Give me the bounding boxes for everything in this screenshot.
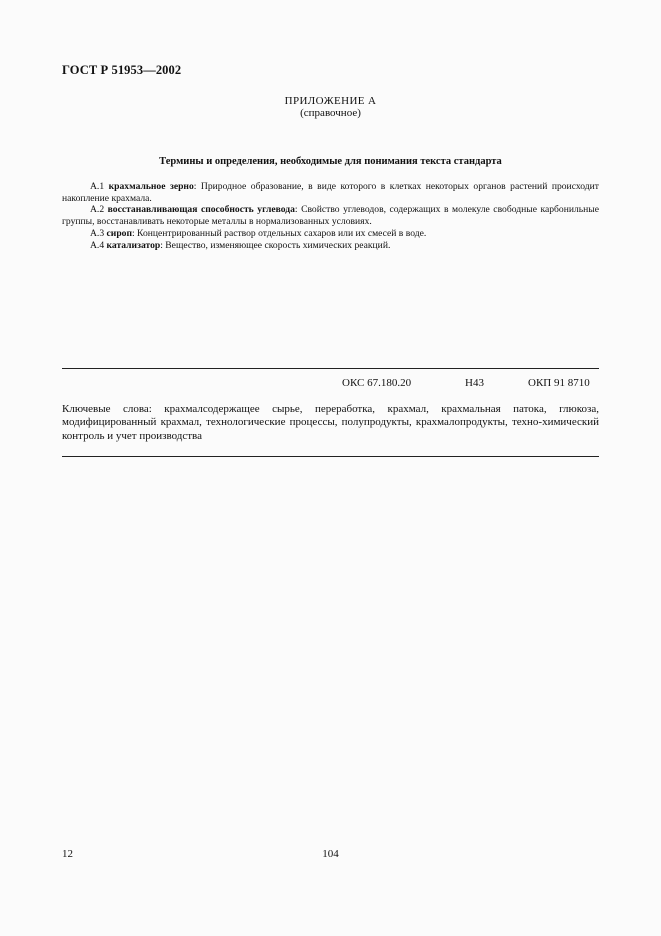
divider-bottom: [62, 456, 599, 457]
page-number-left: 12: [62, 848, 73, 860]
term-name: сироп: [106, 227, 132, 239]
term-item: [62, 228, 599, 240]
appendix-title: ПРИЛОЖЕНИЕ А: [284, 95, 377, 107]
term-definition: : Свойство углеводов, содержащих в молекуле свободные карбонильные группы, восстанавливать некоторые металлы в нормализованных условиях.: [62, 204, 599, 228]
appendix-heading: [0, 95, 661, 119]
term-item: [62, 204, 599, 227]
term-name: катализатор: [106, 239, 161, 251]
term-number: А.3: [90, 227, 105, 239]
term-item: [62, 240, 599, 252]
standard-code: ГОСТ Р 51953—2002: [62, 63, 182, 77]
term-number: А.2: [90, 204, 105, 216]
term-number: А.1: [90, 181, 105, 192]
group-code: Н43: [465, 377, 484, 389]
keywords-paragraph: Ключевые слова: крахмалсодержащее сырье, переработка, крахмал, крахмальная патока, глюкоза, модифицированный крахмал, технологические процессы, полупродукты, крахмалопродукты, техно-химический контроль и учет производства: [62, 403, 599, 442]
term-name: восстанавливающая способность углевода: [107, 204, 295, 216]
term-definition: : Вещество, изменяющее скорость химических реакций.: [160, 239, 391, 251]
term-number: А.4: [90, 239, 105, 251]
divider-top: [62, 368, 599, 369]
okp-code: ОКП 91 8710: [528, 377, 590, 389]
term-name: крахмальное зерно: [108, 181, 194, 192]
term-definition: : Природное образование, в виде которого в клетках некоторых органов растений происходит накопление крахмала.: [62, 181, 599, 204]
term-item: [62, 181, 599, 204]
terms-list: [62, 181, 599, 251]
section-heading: Термины и определения, необходимые для понимания текста стандарта: [159, 156, 502, 167]
appendix-subtitle: (справочное): [300, 107, 361, 119]
page-number-center: 104: [322, 848, 339, 860]
oks-code: ОКС 67.180.20: [342, 377, 412, 389]
term-definition: : Концентрированный раствор отдельных сахаров или их смесей в воде.: [131, 227, 427, 239]
